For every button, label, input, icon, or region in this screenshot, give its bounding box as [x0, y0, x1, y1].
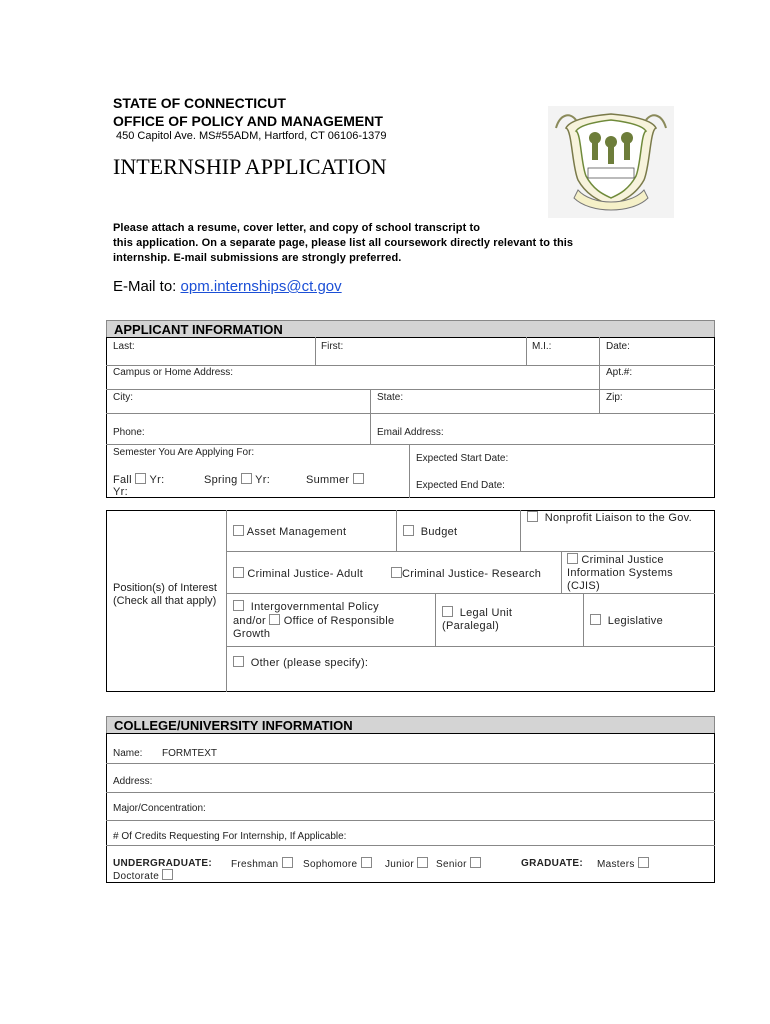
cj-research-option: Criminal Justice- Research [391, 567, 541, 581]
email-link[interactable]: opm.internships@ct.gov [180, 278, 342, 295]
instructions-line-2: this application. On a separate page, please list all coursework directly relevant to this [113, 237, 574, 249]
state-seal-icon [548, 106, 674, 218]
graduate-label: GRADUATE: [521, 858, 583, 869]
cj-research-checkbox[interactable] [391, 567, 402, 578]
semester-label: Semester You Are Applying For: [113, 447, 255, 458]
college-address-field[interactable]: Address: [113, 776, 153, 787]
masters-option: Masters [597, 857, 649, 871]
agency-address: 450 Capitol Ave. MS#55ADM, Hartford, CT 06106-1379 [116, 130, 387, 142]
sophomore-option: Sophomore [303, 857, 372, 871]
junior-option: Junior [385, 857, 428, 871]
asset-management-option: Asset Management [233, 525, 346, 539]
fall-yr-label: Yr: [113, 486, 128, 498]
other-option: Other (please specify): [233, 656, 368, 670]
legal-unit-checkbox[interactable] [442, 606, 453, 617]
instructions [113, 221, 673, 266]
form-title: INTERNSHIP APPLICATION [113, 154, 387, 179]
agency-office: OFFICE OF POLICY AND MANAGEMENT [113, 113, 383, 129]
nonprofit-checkbox[interactable] [527, 511, 538, 522]
email-address-field[interactable]: Email Address: [377, 427, 444, 438]
spring-checkbox[interactable] [241, 473, 252, 484]
responsible-growth-checkbox[interactable] [269, 614, 280, 625]
cjis-option: Criminal Justice Information Systems (CJIS) [567, 554, 673, 592]
college-name-value: FORMTEXT [162, 748, 217, 759]
apt-field[interactable]: Apt.#: [606, 367, 633, 378]
masters-checkbox[interactable] [638, 857, 649, 868]
college-name-field[interactable]: Name: [113, 748, 143, 759]
doctorate-checkbox[interactable] [162, 869, 173, 880]
college-section-heading: COLLEGE/UNIVERSITY INFORMATION [106, 716, 715, 734]
fall-checkbox[interactable] [135, 473, 146, 484]
city-field[interactable]: City: [113, 392, 133, 403]
instructions-line-1: Please attach a resume, cover letter, and copy of school transcript to [113, 222, 481, 234]
cj-adult-checkbox[interactable] [233, 567, 244, 578]
other-checkbox[interactable] [233, 656, 244, 667]
junior-checkbox[interactable] [417, 857, 428, 868]
first-name-field[interactable]: First: [321, 341, 344, 352]
summer-checkbox[interactable] [353, 473, 364, 484]
email-line [113, 278, 342, 295]
senior-option: Senior [436, 857, 481, 871]
expected-start-date-field[interactable]: Expected Start Date: [416, 453, 509, 464]
intergovernmental-option: Intergovernmental Policy and/or Office of Responsible Growth [233, 601, 395, 640]
asset-management-checkbox[interactable] [233, 525, 244, 536]
positions-label: Position(s) of Interest (Check all that apply) [113, 582, 217, 607]
freshman-option: Freshman [231, 857, 293, 871]
date-field[interactable]: Date: [606, 341, 630, 352]
applicant-section-heading: APPLICANT INFORMATION [106, 320, 715, 338]
legislative-option: Legislative [590, 614, 663, 628]
zip-field[interactable]: Zip: [606, 392, 623, 403]
credits-field[interactable]: # Of Credits Requesting For Internship, If Applicable: [113, 831, 347, 842]
senior-checkbox[interactable] [470, 857, 481, 868]
nonprofit-option: Nonprofit Liaison to the Gov. [527, 511, 707, 525]
sophomore-checkbox[interactable] [361, 857, 372, 868]
legislative-checkbox[interactable] [590, 614, 601, 625]
campus-address-field[interactable]: Campus or Home Address: [113, 367, 234, 378]
spring-option: Spring Yr: [204, 474, 271, 486]
agency-state: STATE OF CONNECTICUT [113, 95, 286, 111]
last-name-field[interactable]: Last: [113, 341, 135, 352]
budget-checkbox[interactable] [403, 525, 414, 536]
freshman-checkbox[interactable] [282, 857, 293, 868]
middle-initial-field[interactable]: M.I.: [532, 341, 552, 352]
undergraduate-label: UNDERGRADUATE: [113, 858, 213, 869]
instructions-line-3: internship. E-mail submissions are strongly preferred. [113, 252, 402, 264]
cjis-checkbox[interactable] [567, 553, 578, 564]
state-field[interactable]: State: [377, 392, 404, 403]
intergovernmental-checkbox[interactable] [233, 600, 244, 611]
phone-field[interactable]: Phone: [113, 427, 145, 438]
summer-option: Summer [306, 473, 364, 487]
major-field[interactable]: Major/Concentration: [113, 803, 206, 814]
fall-option: Fall Yr: [113, 474, 165, 486]
budget-option: Budget [403, 525, 457, 539]
cj-adult-option: Criminal Justice- Adult [233, 567, 363, 581]
applicant-table [106, 337, 715, 498]
legal-unit-option: Legal Unit (Paralegal) [442, 607, 513, 632]
doctorate-option: Doctorate [113, 869, 173, 883]
email-prefix: E-Mail to: [113, 278, 181, 295]
expected-end-date-field[interactable]: Expected End Date: [416, 480, 505, 491]
